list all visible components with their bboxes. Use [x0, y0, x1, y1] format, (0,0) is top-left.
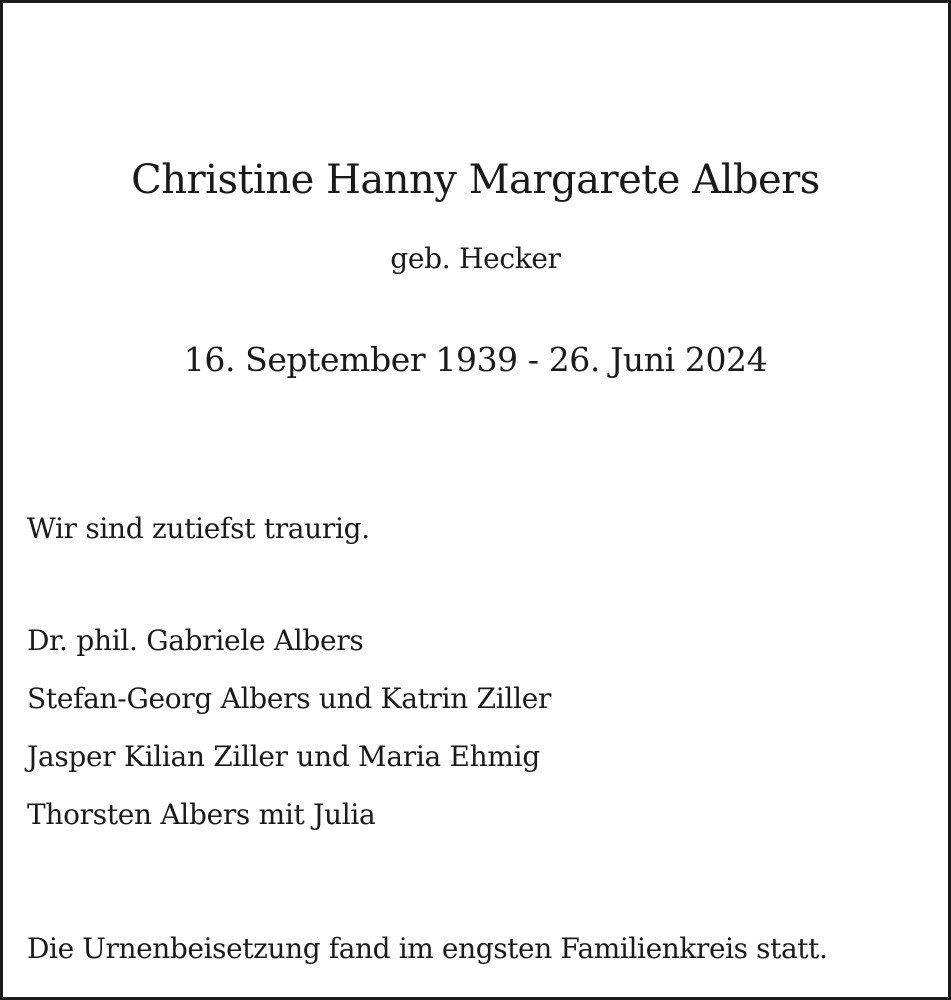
- mourner-name: Jasper Kilian Ziller und Maria Ehmig: [27, 740, 540, 773]
- maiden-name: geb. Hecker: [390, 242, 561, 275]
- mourners-list: [27, 623, 551, 855]
- mourner-name: Thorsten Albers mit Julia: [27, 798, 376, 831]
- mourner-name: Dr. phil. Gabriele Albers: [27, 624, 364, 657]
- life-dates: 16. September 1939 - 26. Juni 2024: [183, 340, 768, 379]
- mourner-name: Stefan-Georg Albers und Katrin Ziller: [27, 682, 552, 715]
- burial-note: Die Urnenbeisetzung fand im engsten Familienkreis statt.: [27, 932, 828, 965]
- deceased-name: Christine Hanny Margarete Albers: [131, 157, 820, 203]
- grief-statement: Wir sind zutiefst traurig.: [27, 512, 370, 545]
